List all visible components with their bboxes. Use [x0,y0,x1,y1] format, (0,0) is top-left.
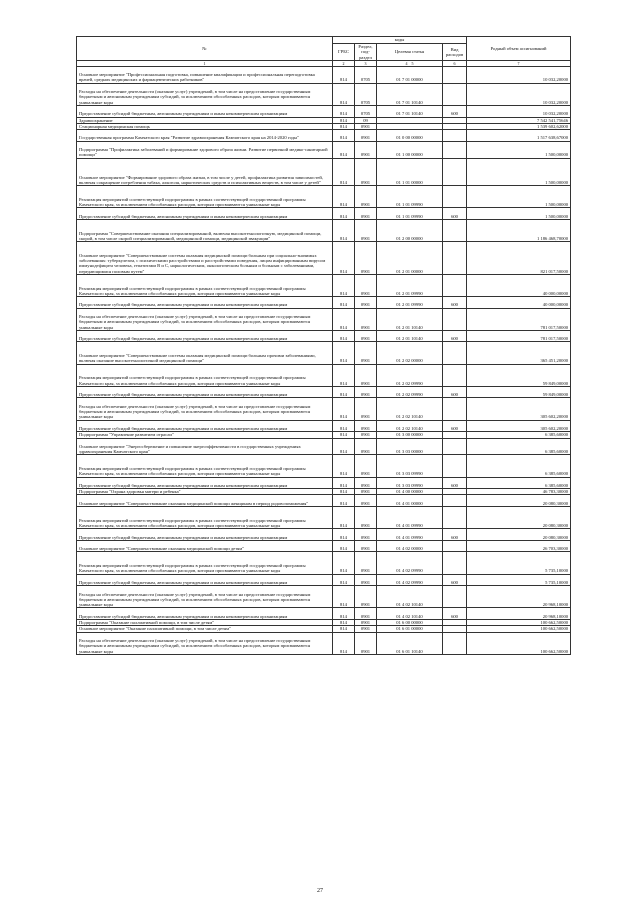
row-sum: 40 000,00000 [467,297,571,309]
row-name: Предоставление субсидий бюджетным, автономным учреждениям и иным некоммерческим организациям [77,297,333,309]
row-name: Основное мероприятие "Профессиональная подготовка, повышение квалификации и профессиональная переподготовка врачей, средних медицинских и фармацевтических работников" [77,66,333,83]
table-row [77,130,571,142]
column-number: 4 5 [377,60,443,66]
row-target-article: 01 4 01 09990 [377,507,443,529]
row-razdel: 0901 [355,529,377,541]
row-name: Основное мероприятие "Формирование здорового образа жизни, в том числе у детей, профилактика развития зависимостей, включая сокращение потребления табака, алкоголя, наркотических средств и психоактивных веществ, в том числе у детей" [77,158,333,186]
row-target-article: 01 2 00 00000 [377,219,443,241]
row-expense-type [443,186,467,208]
row-grbs: 814 [333,420,355,432]
row-target-article: 01 7 01 10140 [377,105,443,117]
row-target-article: 01 1 00 00000 [377,141,443,158]
row-target-article: 01 2 01 09990 [377,297,443,309]
row-grbs: 814 [333,552,355,574]
row-name: Предоставление субсидий бюджетным, автономным учреждениям и иным некоммерческим организациям [77,208,333,220]
row-razdel: 0901 [355,489,377,495]
row-target-article: 01 4 02 00000 [377,540,443,552]
row-target-article: 01 4 00 00000 [377,489,443,495]
row-sum: 6 385,60000 [467,477,571,489]
row-name: Реализация мероприятий соответствующей подпрограммы в рамках соответствующей государственной программы Камчатского края, за исключением обособленных расходов, которым присваиваются уникальные коды [77,507,333,529]
row-name: Основное мероприятие "Совершенствование системы оказания медицинской помощи больным прочими заболеваниями, включая оказание высокотехнологичной медицинской помощи" [77,342,333,364]
row-grbs: 814 [333,274,355,296]
table-row [77,158,571,186]
row-name: Реализация мероприятий соответствующей подпрограммы в рамках соответствующей государственной программы Камчатского края, за исключением обособленных расходов, которым присваиваются уникальные коды [77,364,333,386]
row-expense-type [443,398,467,420]
table-row [77,540,571,552]
row-razdel: 0901 [355,219,377,241]
row-sum: 100 662,50000 [467,626,571,632]
row-grbs: 814 [333,574,355,586]
row-razdel: 0901 [355,186,377,208]
row-grbs: 814 [333,242,355,275]
row-sum: 781 017,50000 [467,308,571,330]
row-grbs: 814 [333,308,355,330]
table-row [77,105,571,117]
row-sum: 1 500,00000 [467,208,571,220]
row-expense-type: 600 [443,608,467,620]
row-expense-type [443,83,467,105]
row-sum: 5 735,10000 [467,552,571,574]
row-target-article: 01 3 03 09990 [377,455,443,477]
header-razdel: Раздел, под-раздел [355,44,377,61]
table-row [77,398,571,420]
row-razdel: 0901 [355,242,377,275]
row-grbs: 814 [333,330,355,342]
column-number: 6 [443,60,467,66]
table-row [77,364,571,386]
header-grbs: ГРБС [333,44,355,61]
row-sum: 305 602,20000 [467,420,571,432]
row-sum: 10 032,20000 [467,66,571,83]
row-razdel: 0705 [355,105,377,117]
row-expense-type [443,342,467,364]
row-name: Основное мероприятие "Совершенствование оказания медицинской помощи детям" [77,540,333,552]
row-sum: 20 080,30000 [467,529,571,541]
row-grbs: 814 [333,438,355,455]
row-grbs: 814 [333,632,355,654]
budget-table-body [77,66,571,654]
row-sum: 10 032,20000 [467,83,571,105]
row-target-article: 01 7 01 10140 [377,83,443,105]
row-grbs: 814 [333,455,355,477]
row-expense-type [443,219,467,241]
table-row [77,507,571,529]
row-name: Основное мероприятие "Оказание паллиативной помощи, в том числе детям" [77,626,333,632]
column-number: 7 [467,60,571,66]
table-row [77,66,571,83]
row-name: Реализация мероприятий соответствующей подпрограммы в рамках соответствующей государственной программы Камчатского края, за исключением обособленных расходов, которым присваиваются уникальные коды [77,552,333,574]
row-target-article: 01 3 03 09990 [377,477,443,489]
row-razdel: 0901 [355,632,377,654]
row-expense-type: 600 [443,330,467,342]
row-sum: 305 602,20000 [467,398,571,420]
row-grbs: 814 [333,540,355,552]
row-name: Предоставление субсидий бюджетным, автономным учреждениям и иным некоммерческим организациям [77,105,333,117]
column-number: 2 [333,60,355,66]
row-grbs: 814 [333,83,355,105]
table-row [77,495,571,507]
row-expense-type: 600 [443,105,467,117]
row-target-article: 01 4 02 09990 [377,552,443,574]
row-target-article: 01 6 00 00000 [377,620,443,626]
row-sum: 6 385,60000 [467,432,571,438]
row-grbs: 814 [333,219,355,241]
row-razdel: 0901 [355,308,377,330]
table-row [77,632,571,654]
table-row [77,608,571,620]
row-sum: 59 849,00000 [467,386,571,398]
row-grbs: 814 [333,208,355,220]
row-sum: 6 385,60000 [467,455,571,477]
row-sum: 100 662,50000 [467,632,571,654]
row-target-article: 01 6 01 00000 [377,626,443,632]
row-grbs: 814 [333,529,355,541]
row-razdel: 0901 [355,495,377,507]
row-grbs: 814 [333,123,355,129]
row-name: Стационарная медицинская помощь [77,123,333,129]
row-expense-type [443,308,467,330]
row-sum: 59 849,00000 [467,364,571,386]
row-grbs: 814 [333,477,355,489]
row-sum: 781 017,50000 [467,330,571,342]
row-name: Предоставление субсидий бюджетным, автономным учреждениям и иным некоммерческим организациям [77,330,333,342]
table-row [77,438,571,455]
row-expense-type [443,632,467,654]
row-razdel: 0901 [355,420,377,432]
row-grbs: 814 [333,297,355,309]
header-expense-type: Вид расходов [443,44,467,61]
row-razdel: 0901 [355,438,377,455]
table-row [77,242,571,275]
row-grbs: 814 [333,130,355,142]
row-sum: 365 451,20000 [467,342,571,364]
row-razdel: 0901 [355,455,377,477]
row-target-article: 01 3 00 00000 [377,432,443,438]
row-name: Государственная программа Камчатского края "Развитие здравоохранения Камчатского края на 2014-2020 годы" [77,130,333,142]
row-sum: 5 735,10000 [467,574,571,586]
row-razdel: 0901 [355,626,377,632]
row-name: Подпрограмма "Охрана здоровья матери и ребенка" [77,489,333,495]
row-name: Реализация мероприятий соответствующей подпрограммы в рамках соответствующей государственной программы Камчатского края, за исключением обособленных расходов, которым присваиваются уникальные коды [77,455,333,477]
row-razdel: 0705 [355,66,377,83]
row-razdel: 0901 [355,432,377,438]
row-razdel: 0901 [355,574,377,586]
row-target-article: 01 6 01 10140 [377,632,443,654]
row-grbs: 814 [333,186,355,208]
row-razdel: 0901 [355,297,377,309]
row-name: Реализация мероприятий соответствующей подпрограммы в рамках соответствующей государственной программы Камчатского края, за исключением обособленных расходов, которым присваиваются уникальные коды [77,186,333,208]
row-target-article: 01 3 03 00000 [377,438,443,455]
row-expense-type: 600 [443,386,467,398]
table-row [77,208,571,220]
row-grbs: 814 [333,626,355,632]
row-expense-type [443,586,467,608]
table-row [77,274,571,296]
row-name: Предоставление субсидий бюджетным, автономным учреждениям и иным некоммерческим организациям [77,574,333,586]
row-grbs: 814 [333,620,355,626]
table-row [77,455,571,477]
row-razdel: 0901 [355,386,377,398]
row-target-article: 01 2 02 09990 [377,364,443,386]
row-grbs: 814 [333,586,355,608]
row-sum: 1 500,00000 [467,141,571,158]
row-razdel: 0901 [355,398,377,420]
table-row [77,141,571,158]
row-sum: 1 500,00000 [467,186,571,208]
column-number: 1 [77,60,333,66]
row-sum: 46 783,30000 [467,489,571,495]
row-name: Подпрограмма "Профилактика заболеваний и формирование здорового образа жизни. Развитие первичной медико-санитарной помощи" [77,141,333,158]
row-grbs: 814 [333,364,355,386]
page-number: 27 [317,888,323,894]
row-target-article: 01 1 01 09990 [377,208,443,220]
row-expense-type [443,455,467,477]
row-target-article: 01 2 02 09990 [377,386,443,398]
row-target-article: 01 7 01 00000 [377,66,443,83]
row-name: Предоставление субсидий бюджетным, автономным учреждениям и иным некоммерческим организациям [77,386,333,398]
table-row [77,186,571,208]
row-sum: 1 517 638,67000 [467,130,571,142]
budget-table-sheet [76,36,570,655]
row-razdel: 0901 [355,586,377,608]
table-row [77,342,571,364]
table-row [77,330,571,342]
row-expense-type: 600 [443,420,467,432]
row-sum: 6 385,60000 [467,438,571,455]
row-expense-type [443,552,467,574]
row-grbs: 814 [333,398,355,420]
row-grbs: 814 [333,141,355,158]
row-name: Здравоохранение [77,117,333,123]
row-razdel: 0901 [355,608,377,620]
row-expense-type [443,438,467,455]
row-target-article: 01 4 02 09990 [377,574,443,586]
table-row [77,586,571,608]
row-sum: 1 539 602,62000 [467,123,571,129]
table-row [77,308,571,330]
header-no: № [77,37,333,61]
row-razdel: 0901 [355,342,377,364]
row-expense-type [443,158,467,186]
row-expense-type [443,141,467,158]
row-sum: 821 017,50000 [467,242,571,275]
row-razdel: 0901 [355,364,377,386]
row-razdel: 0901 [355,274,377,296]
table-row [77,83,571,105]
row-target-article: 01 0 00 00000 [377,130,443,142]
row-razdel: 0705 [355,83,377,105]
row-sum: 7 542 541,75646 [467,117,571,123]
row-expense-type [443,130,467,142]
row-grbs: 814 [333,158,355,186]
row-name: Основное мероприятие "Совершенствование оказания медицинской помощи женщинам в период родовспоможения" [77,495,333,507]
row-grbs: 814 [333,495,355,507]
row-sum: 20 080,30000 [467,507,571,529]
row-grbs: 814 [333,105,355,117]
row-grbs: 814 [333,386,355,398]
row-sum: 10 032,20000 [467,105,571,117]
row-name: Расходы на обеспечение деятельности (оказание услуг) учреждений, в том числе на предоставление государственным бюджетным и автономным учреждениям субсидий, за исключением обособленных расходов, которым присваиваются уникальные коды [77,586,333,608]
row-razdel: 0901 [355,620,377,626]
row-expense-type: 600 [443,574,467,586]
row-expense-type [443,507,467,529]
row-razdel: 0901 [355,208,377,220]
row-target-article: 01 2 01 10140 [377,330,443,342]
table-row [77,219,571,241]
row-razdel: 0901 [355,158,377,186]
row-grbs: 814 [333,507,355,529]
row-name: Подпрограмма "Совершенствование оказания специализированной, включая высокотехнологичную, медицинской помощи, скорой, в том числе скорой специализированной, медицинской помощи, медицинской эвакуации" [77,219,333,241]
row-razdel: 0901 [355,123,377,129]
row-expense-type [443,364,467,386]
row-name: Подпрограмма "Управление развитием отрасли" [77,432,333,438]
row-target-article: 01 2 02 10140 [377,398,443,420]
row-target-article: 01 2 01 00000 [377,242,443,275]
row-sum: 26 703,30000 [467,540,571,552]
row-name: Основное мероприятие "Совершенствование системы оказания медицинской помощи больным при социально-значимых заболеваниях: туберкулезом, с психическими расстройствами и расстройствами поведения, лицам инфицированным вирусом иммунодефицита человека, гепатитами B и C, наркологическим, онкологическим больным и больным с заболеваниями, передающимися половым путем" [77,242,333,275]
table-row [77,529,571,541]
row-expense-type [443,540,467,552]
row-razdel: 09 [355,117,377,123]
row-expense-type [443,66,467,83]
row-expense-type [443,274,467,296]
row-sum: 20 968,10000 [467,608,571,620]
row-name: Расходы на обеспечение деятельности (оказание услуг) учреждений, в том числе на предоставление государственным бюджетным и автономным учреждениям субсидий, за исключением обособленных расходов, которым присваиваются уникальные коды [77,308,333,330]
row-grbs: 814 [333,608,355,620]
row-name: Подпрограмма "Оказание паллиативной помощи, в том числе детям" [77,620,333,626]
row-sum: 100 662,50000 [467,620,571,626]
row-name: Предоставление субсидий бюджетным, автономным учреждениям и иным некоммерческим организациям [77,529,333,541]
row-sum: 1 186 468,70000 [467,219,571,241]
row-razdel: 0901 [355,552,377,574]
row-razdel: 0901 [355,130,377,142]
header-codes: коды [333,37,467,44]
row-target-article: 01 2 02 10140 [377,420,443,432]
row-razdel: 0901 [355,540,377,552]
budget-table [76,36,571,655]
table-row [77,552,571,574]
row-grbs: 814 [333,117,355,123]
row-name: Основное мероприятие "Энергосбережение и повышение энергоэффективности в государственных учреждениях здравоохранения Камчатского края" [77,438,333,455]
row-name: Реализация мероприятий соответствующей подпрограммы в рамках соответствующей государственной программы Камчатского края, за исключением обособленных расходов, которым присваиваются уникальные коды [77,274,333,296]
table-row [77,297,571,309]
row-name: Расходы на обеспечение деятельности (оказание услуг) учреждений, в том числе на предоставление государственным бюджетным и автономным учреждениям субсидий, за исключением обособленных расходов, которым присваиваются уникальные коды [77,398,333,420]
row-expense-type: 600 [443,529,467,541]
row-name: Предоставление субсидий бюджетным, автономным учреждениям и иным некоммерческим организациям [77,608,333,620]
row-name: Предоставление субсидий бюджетным, автономным учреждениям и иным некоммерческим организациям [77,420,333,432]
row-razdel: 0901 [355,477,377,489]
row-sum: 1 500,00000 [467,158,571,186]
row-target-article: 01 1 01 00000 [377,158,443,186]
row-target-article: 01 4 01 09990 [377,529,443,541]
row-expense-type: 600 [443,208,467,220]
row-grbs: 814 [333,432,355,438]
row-razdel: 0901 [355,330,377,342]
row-target-article: 01 1 01 09990 [377,186,443,208]
row-expense-type: 600 [443,297,467,309]
row-target-article: 01 2 01 10140 [377,308,443,330]
table-row [77,386,571,398]
header-sum: Родный объем ассигнований [467,37,571,61]
row-expense-type [443,242,467,275]
row-name: Расходы на обеспечение деятельности (оказание услуг) учреждений, в том числе на предоставление государственным бюджетным и автономным учреждениям субсидий, за исключением обособленных расходов, которым присваиваются уникальные коды [77,83,333,105]
row-razdel: 0901 [355,141,377,158]
row-target-article: 01 4 01 00000 [377,495,443,507]
row-expense-type: 600 [443,477,467,489]
header-target-article: Целевая статья [377,44,443,61]
row-name: Расходы на обеспечение деятельности (оказание услуг) учреждений, в том числе на предоставление государственным бюджетным и автономным учреждениям субсидий, за исключением обособленных расходов, которым присваиваются уникальные коды [77,632,333,654]
row-sum: 20 968,10000 [467,586,571,608]
row-target-article: 01 2 01 09990 [377,274,443,296]
row-expense-type [443,495,467,507]
row-target-article: 01 2 02 00000 [377,342,443,364]
row-sum: 20 080,30000 [467,495,571,507]
row-grbs: 814 [333,489,355,495]
row-target-article: 01 4 02 10140 [377,586,443,608]
row-razdel: 0901 [355,507,377,529]
table-row [77,574,571,586]
row-name: Предоставление субсидий бюджетным, автономным учреждениям и иным некоммерческим организациям [77,477,333,489]
row-sum: 40 000,00000 [467,274,571,296]
row-grbs: 814 [333,342,355,364]
row-grbs: 814 [333,66,355,83]
row-target-article: 01 4 02 10140 [377,608,443,620]
column-number: 3 [355,60,377,66]
table-row [77,477,571,489]
table-row [77,420,571,432]
